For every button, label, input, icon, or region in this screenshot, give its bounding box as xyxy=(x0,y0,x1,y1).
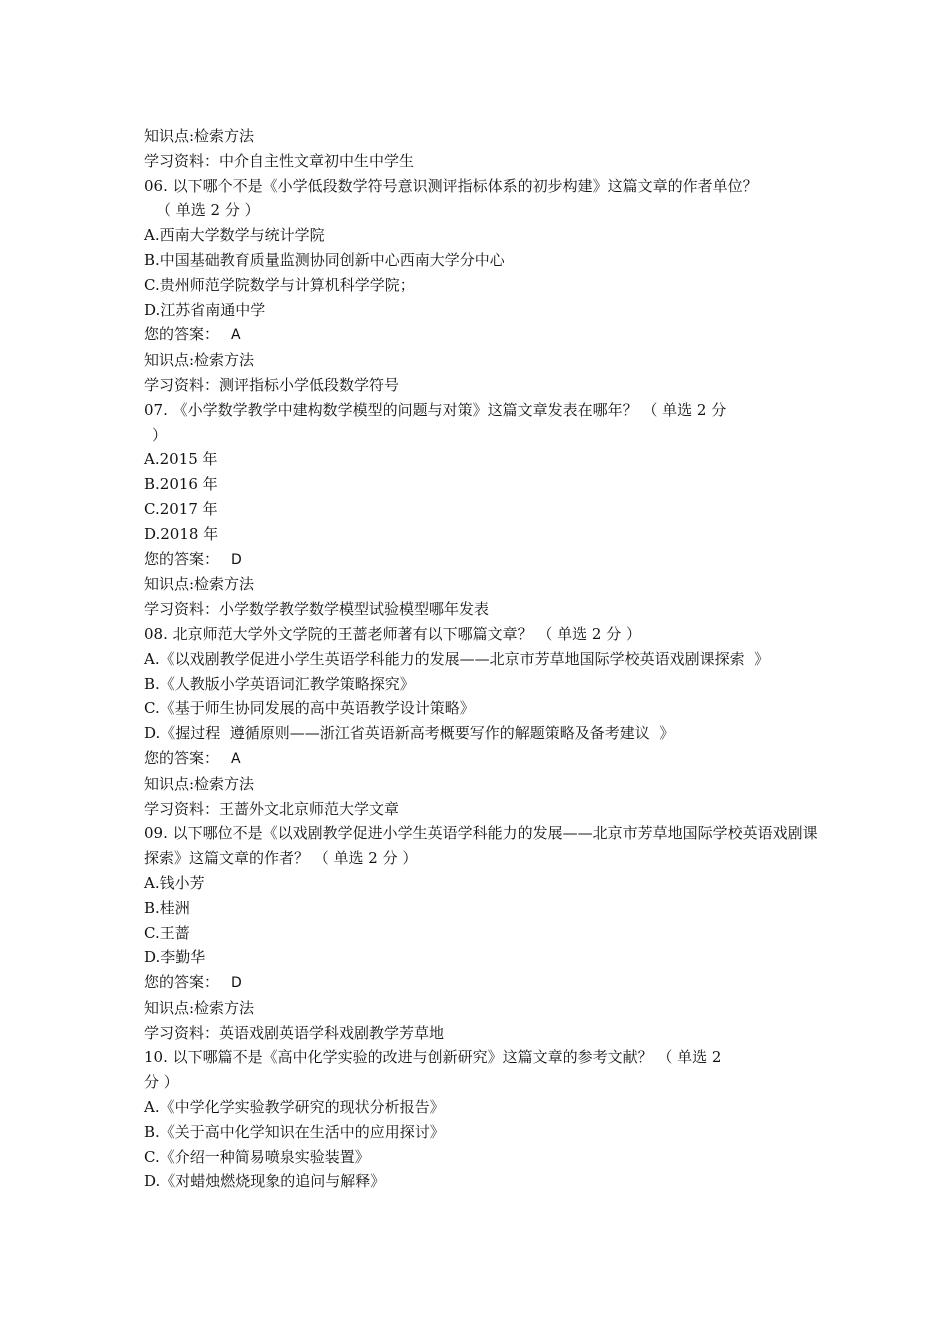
question-text: 06. 以下哪个不是《小学低段数学符号意识测评指标体系的初步构建》这篇文章的作者单位？ xyxy=(144,176,758,195)
study-material: 学习资料：测评指标小学低段数学符号 xyxy=(144,375,400,394)
option-c: C.《介绍一种简易喷泉实验装置》 xyxy=(144,1147,370,1166)
option-d: D.李勤华 xyxy=(144,948,206,967)
option-b: B.中国基础教育质量监测协同创新中心西南大学分中心 xyxy=(144,250,505,269)
question-07 xyxy=(144,398,824,448)
knowledge-point: 知识点:检索方法 xyxy=(144,998,255,1017)
option-c: C.《基于师生协同发展的高中英语教学设计策略》 xyxy=(144,699,475,718)
question-10 xyxy=(144,1045,824,1095)
document-page xyxy=(144,124,824,1194)
question-06 xyxy=(144,174,824,224)
question-text: 10. 以下哪篇不是《高中化学实验的改进与创新研究》这篇文章的参考文献？ （ 单选 2 xyxy=(144,1048,722,1067)
study-material: 学习资料：英语戏剧英语学科戏剧教学芳草地 xyxy=(144,1023,445,1042)
question-text: 09. 以下哪位不是《以戏剧教学促进小学生英语学科能力的发展——北京市芳草地国际学校英语戏剧课探索》这篇文章的作者？ （ 单选 2 分 ） xyxy=(144,824,818,868)
option-d: D.江苏省南通中学 xyxy=(144,300,266,319)
question-type: ） xyxy=(152,425,168,444)
answer-value: D xyxy=(231,975,242,992)
answer-label: 您的答案： xyxy=(144,973,220,992)
option-c: C.2017 年 xyxy=(144,499,218,518)
your-answer xyxy=(144,970,824,996)
knowledge-point: 知识点:检索方法 xyxy=(144,351,255,370)
option-d: D.《握过程 遵循原则——浙江省英语新高考概要写作的解题策略及备考建议 》 xyxy=(144,724,675,743)
question-type: 分 ） xyxy=(144,1073,179,1092)
option-a: A.钱小芳 xyxy=(144,873,205,892)
question-text: 08. 北京师范大学外文学院的王蔷老师著有以下哪篇文章？ （ 单选 2 分 ） xyxy=(144,624,642,643)
option-a: A.《中学化学实验教学研究的现状分析报告》 xyxy=(144,1098,445,1117)
option-d: D.2018 年 xyxy=(144,524,219,543)
answer-value: D xyxy=(231,551,242,568)
your-answer xyxy=(144,547,824,573)
study-material: 学习资料：小学数学教学数学模型试验模型哪年发表 xyxy=(144,600,490,619)
knowledge-point: 知识点:检索方法 xyxy=(144,575,255,594)
option-a: A.2015 年 xyxy=(144,450,218,469)
option-a: A.《以戏剧教学促进小学生英语学科能力的发展——北京市芳草地国际学校英语戏剧课探索 》 xyxy=(144,649,770,668)
option-b: B.《人教版小学英语词汇教学策略探究》 xyxy=(144,674,415,693)
answer-label: 您的答案： xyxy=(144,325,220,344)
option-b: B.《关于高中化学知识在生活中的应用探讨》 xyxy=(144,1122,445,1141)
option-a: A.西南大学数学与统计学院 xyxy=(144,226,325,245)
option-b: B.桂洲 xyxy=(144,898,190,917)
answer-value: A xyxy=(231,750,241,767)
option-c: C.王蔷 xyxy=(144,923,190,942)
your-answer xyxy=(144,322,824,348)
answer-label: 您的答案： xyxy=(144,549,220,568)
study-material: 学习资料：中介自主性文章初中生中学生 xyxy=(144,151,415,170)
option-c: C.贵州师范学院数学与计算机科学学院； xyxy=(144,275,415,294)
question-type: （ 单选 2 分 ） xyxy=(156,201,260,220)
question-08 xyxy=(144,622,824,647)
answer-value: A xyxy=(231,327,241,344)
answer-label: 您的答案： xyxy=(144,748,220,767)
knowledge-point: 知识点:检索方法 xyxy=(144,127,255,145)
question-text: 07. 《小学数学教学中建构数学模型的问题与对策》这篇文章发表在哪年？ （ 单选 2 分 xyxy=(144,400,727,419)
option-d: D.《对蜡烛燃烧现象的追问与解释》 xyxy=(144,1172,386,1191)
question-09 xyxy=(144,821,824,871)
option-b: B.2016 年 xyxy=(144,475,218,494)
your-answer xyxy=(144,746,824,772)
study-material: 学习资料：王蔷外文北京师范大学文章 xyxy=(144,799,400,818)
knowledge-point: 知识点:检索方法 xyxy=(144,774,255,793)
